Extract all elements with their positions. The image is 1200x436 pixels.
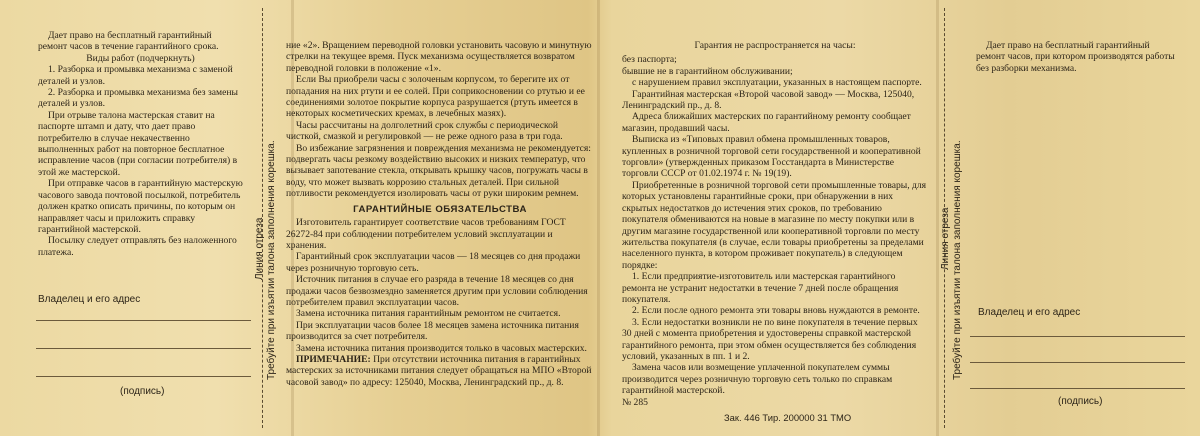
center-right-paragraph: 1. Если предприятие-изготовитель или мастерская гарантийного ремонта не устранит недостатки в течение 7 дней после обращения покупателя. bbox=[622, 271, 899, 305]
right-cut-note: Требуйте при изъятии талона заполнения корешка. bbox=[952, 140, 963, 380]
center-left-paragraph: Если Вы приобрели часы с золоченым корпусом, то берегите их от попадания на них ртути и ее солей. При соприкосновении со ртутью и ее соединениями золотое покрытие корпуса разрушается (ртуть имеется в некоторых косметических кремах, в лечебных мазях). bbox=[286, 74, 585, 120]
warranty-exclusions-heading: Гарантия не распространяется на часы: bbox=[694, 40, 856, 51]
exclusion-item: без паспорта; bbox=[622, 54, 677, 66]
left-signature-label: (подпись) bbox=[120, 386, 165, 397]
left-stub-paragraph: Посылку следует отправлять без наложенного платежа. bbox=[38, 235, 237, 258]
left-cut-note: Требуйте при изъятии талона заполнения корешка. bbox=[266, 140, 277, 380]
center-left-paragraph: Замена источника питания гарантийным ремонтом не считается. bbox=[296, 308, 561, 320]
center-left-paragraph: Источник питания в случае его разряда в течение 18 месяцев со дня продажи часов безвозмездно заменяется другим при условии соблюдения потребителем правил эксплуатации часов. bbox=[286, 274, 588, 308]
left-stub-item-1: 1. Разборка и промывка механизма с заменой деталей и узлов. bbox=[38, 64, 233, 87]
left-stub-work-types: Виды работ (подчеркнуть) bbox=[86, 52, 195, 64]
center-left-paragraph: Замена источника питания производится только в часовых мастерских. bbox=[296, 342, 587, 354]
left-cut-line-label: Линия отреза bbox=[254, 217, 265, 280]
owner-line bbox=[36, 320, 251, 321]
exclusion-item: с нарушением правил эксплуатации, указанных в настоящем паспорте. bbox=[632, 77, 922, 89]
owner-line bbox=[970, 336, 1185, 337]
center-right-paragraph: 3. Если недостатки возникли не по вине покупателя в течение первых 30 дней с момента приобретения и удостоверены справкой мастерской гарантийного ремонта, при этом обмен осуществляется без соблюдения условий, указанных в пп. 1 и 2. bbox=[622, 316, 918, 362]
center-right-paragraph: Замена часов или возмещение уплаченной покупателем суммы производится через розничную торговую сеть только по справкам гарантийной мастерской. bbox=[622, 362, 893, 397]
left-stub-text bbox=[38, 30, 243, 300]
center-left-paragraph: При эксплуатации часов более 18 месяцев замена источника питания производится за счет потребителя. bbox=[286, 319, 579, 343]
left-stub-paragraph: При отправке часов в гарантийную мастерскую часового завода почтовой посылкой, потребитель должен кратко описать причины, по которым он направляет часы и приложить справку гарантийной мастерской. bbox=[38, 178, 243, 235]
right-stub-text bbox=[976, 40, 1176, 120]
owner-line bbox=[970, 388, 1185, 389]
right-stub-intro: Дает право на бесплатный гарантийный ремонт часов, при котором производятся работы без разборки механизма. bbox=[976, 40, 1175, 74]
right-signature-label: (подпись) bbox=[1058, 396, 1103, 407]
owner-line bbox=[970, 362, 1185, 363]
owner-line bbox=[36, 376, 251, 377]
right-cut-line-label: Линия отреза bbox=[940, 207, 951, 270]
center-right-paragraph: Гарантийная мастерская «Второй часовой завод» — Москва, 125040, Ленинградский пр., д. 8. bbox=[622, 88, 915, 112]
center-right-paragraph: Выписка из «Типовых правил обмена промышленных товаров, купленных в розничной торговой сети государственной и кооперативной торговли» (утвержденных приказом Госстандарта в Министерстве торговли СССР от 01.02.1974 г. № 19(19). bbox=[622, 134, 921, 180]
center-left-text bbox=[286, 40, 594, 405]
left-stub-paragraph: При отрыве талона мастерская ставит на паспорте штамп и дату, что дает право потребителю в случае некачественно выполненных работ на повторное бесплатное исправление часов (при согласии потребителя) в этой же мастерской. bbox=[38, 109, 238, 178]
left-owner-label: Владелец и его адрес bbox=[38, 294, 141, 305]
center-right-text bbox=[622, 40, 928, 405]
exclusion-item: бывшие не в гарантийном обслуживании; bbox=[622, 65, 793, 77]
center-left-paragraph: Часы рассчитаны на долголетний срок службы с периодической чисткой, смазкой и регулировкой — не реже одного раза в три года. bbox=[286, 119, 563, 143]
note-text: При отсутствии источника питания в гарантийных мастерских за источниками питания следует обращаться на МПО «Второй часовой завод» по адресу: 125040, Москва, Ленинградский пр., д. 8. bbox=[286, 353, 592, 388]
center-left-paragraph: Гарантийный срок эксплуатации часов — 18 месяцев со дня продажи через розничную торговую сеть. bbox=[286, 251, 581, 274]
left-stub-item-2: 2. Разборка и промывка механизма без замены деталей и узлов. bbox=[38, 87, 238, 110]
center-left-paragraph: ние «2». Вращением переводной головки установить часовую и минутную стрелки на текущее время. Пуск механизма осуществляется возвратом переводной головки в положение «1». bbox=[286, 40, 592, 74]
print-info: Зак. 446 Тир. 200000 31 ТМО bbox=[724, 412, 852, 423]
center-right-paragraph: Приобретенные в розничной торговой сети промышленные товары, для которых установлены гарантийные сроки, при обнаружении в них скрытых недостатков до истечения этих сроков, по требованию покупателя обмениваются на новые в магазине по месту покупки или в другим магазине государственной или кооперативной торговли по месту жительства покупателя (в случае, если товары приобретены за пределами населенного пункта, в котором проживает покупатель) в следующем порядке: bbox=[622, 179, 927, 271]
center-right-paragraph: Адреса ближайших мастерских по гарантийному ремонту сообщает магазин, продавший часы. bbox=[622, 111, 911, 134]
left-stub-intro: Дает право на бесплатный гарантийный ремонт часов в течение гарантийного срока. bbox=[38, 30, 219, 53]
document-number: № 285 bbox=[622, 396, 648, 405]
center-left-paragraph: Во избежание загрязнения и повреждения механизма не рекомендуется: подвергать часы резкому воздействию высоких и низких температур, что вызывает запотевание стекла, открывать крышку часов, погружать часы в воду, что может вызвать коррозию стальных деталей. При сильной потливости рекомендуется изолировать часы от руки широким ремнем. bbox=[286, 142, 591, 200]
fold-crease bbox=[597, 0, 600, 436]
owner-line bbox=[36, 348, 251, 349]
warranty-obligations-heading: ГАРАНТИЙНЫЕ ОБЯЗАТЕЛЬСТВА bbox=[353, 203, 527, 215]
note-label: ПРИМЕЧАНИЕ: bbox=[296, 353, 371, 365]
right-owner-label: Владелец и его адрес bbox=[978, 307, 1081, 318]
center-right-paragraph: 2. Если после одного ремонта эти товары вновь нуждаются в ремонте. bbox=[632, 305, 920, 317]
fold-crease bbox=[936, 0, 939, 436]
center-left-paragraph: Изготовитель гарантирует соответствие часов требованиям ГОСТ 26272-84 при соблюдении потребителем условий эксплуатации и хранения. bbox=[286, 217, 566, 251]
